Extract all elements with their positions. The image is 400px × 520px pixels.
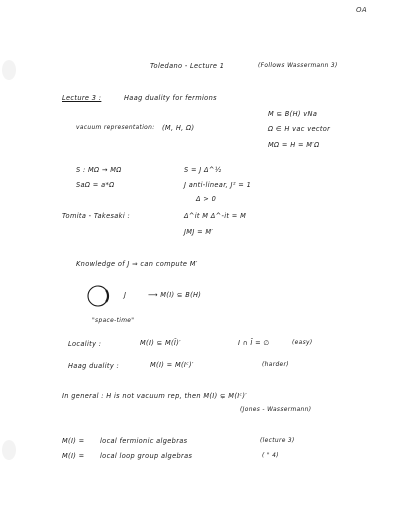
vacuum-triple: (M, H, Ω) (162, 124, 195, 132)
locality-label: Locality : (68, 340, 102, 348)
spacetime-label: "space-time" (92, 318, 135, 324)
vacuum-note-3: MΩ = H = M′Ω (268, 141, 320, 149)
haag-label: Haag duality : (68, 362, 120, 370)
general-citation: (Jones - Wassermann) (240, 407, 312, 413)
example-1-lhs: M(I) = (62, 437, 85, 445)
section-heading: Lecture 3 : (62, 94, 102, 102)
example-2-rhs: local loop group algebras (100, 452, 193, 460)
vacuum-label: vacuum representation: (76, 125, 155, 131)
circle-map: ⟶ M(I) ⊆ B(H) (148, 291, 202, 299)
j-properties: J anti-linear, J² = 1 (184, 181, 252, 189)
locality-eq: M(I) ⊆ M(Ī)′ (140, 339, 181, 347)
locality-condition: I ∩ Ī = ∅ (238, 339, 270, 347)
circle-diagram (84, 281, 127, 311)
circle-j-label: J (124, 291, 127, 299)
haag-note: (harder) (262, 362, 289, 368)
circle-arc (88, 286, 106, 306)
vacuum-note-2: Ω ∈ H vac vector (268, 125, 331, 133)
example-1-rhs: local fermionic algebras (100, 437, 188, 445)
vacuum-note-1: M ⊆ B(H) vNa (268, 110, 318, 118)
s-definition: S : MΩ → MΩ (76, 166, 122, 174)
punch-hole-top (2, 60, 16, 80)
example-1-note: (lecture 3) (260, 438, 295, 444)
corner-mark: OA (356, 6, 367, 14)
general-line: In general : H is not vacuum rep, then M(I) ⊊ M(Iᶜ)′ (62, 392, 248, 400)
page-title: Toledano - Lecture 1 (150, 62, 225, 70)
section-title: Haag duality for fermions (124, 94, 217, 102)
locality-note: (easy) (292, 340, 313, 346)
circle-highlight-arc (106, 290, 108, 302)
tomita-eq-1: Δ^it M Δ^-it = M (184, 212, 247, 220)
s-polar-decomposition: S = J Δ^½ (184, 166, 222, 174)
delta-positive: Δ > 0 (196, 195, 217, 203)
tomita-eq-2: JMJ = M′ (184, 228, 214, 236)
example-2-lhs: M(I) = (62, 452, 85, 460)
knowledge-line: Knowledge of J ⇒ can compute M′ (76, 260, 198, 268)
tomita-label: Tomita - Takesaki : (62, 212, 131, 220)
haag-eq: M(I) = M(Iᶜ)′ (150, 361, 194, 369)
title-note: (Follows Wassermann 3) (258, 63, 338, 69)
punch-hole-bottom (2, 440, 16, 460)
example-2-note: ( " 4) (262, 453, 279, 459)
s-action: SaΩ = a*Ω (76, 181, 115, 189)
